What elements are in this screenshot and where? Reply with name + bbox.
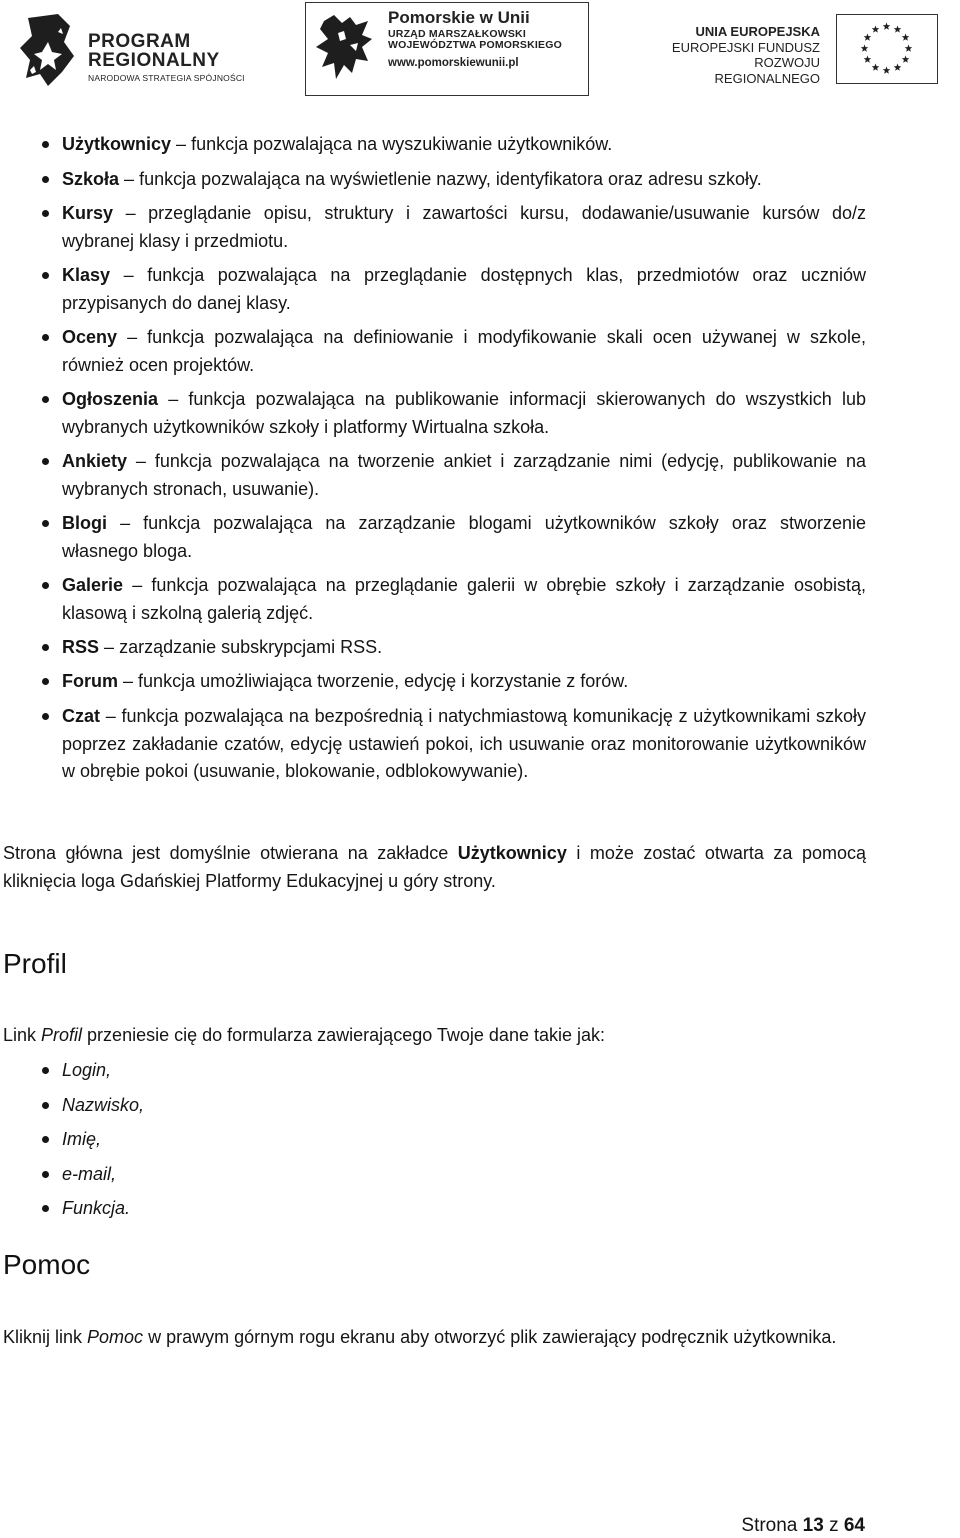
list-item <box>62 634 866 662</box>
eu-star-icon <box>864 34 872 41</box>
function-term: Użytkownicy <box>62 134 172 154</box>
profil-field-item <box>62 1126 866 1154</box>
term-dash: – <box>176 134 187 154</box>
function-description: zarządzanie subskrypcjami RSS. <box>119 637 383 657</box>
eu-star-icon <box>883 23 891 30</box>
page-number <box>741 1515 865 1537</box>
bullet-icon <box>42 644 49 651</box>
eu-star-icon <box>902 34 910 41</box>
bullet-icon <box>42 678 49 685</box>
profil-field-item <box>62 1092 866 1120</box>
pomorskie-office-line1: URZĄD MARSZAŁKOWSKI <box>388 27 526 40</box>
function-description: funkcja pozwalająca na przeglądanie galerii w obrębie szkoły i zarządzanie osobistą, klasową i szkolną galerią zdjęć. <box>62 575 866 623</box>
paragraph-text: i może zostać otwarta za pomocą kliknięcia loga Gdańskiej Platformy Edukacyjnej u góry strony. <box>3 843 866 891</box>
function-term: Klasy <box>62 265 111 285</box>
function-description: funkcja pozwalająca na wyszukiwanie użytkowników. <box>191 134 613 154</box>
eu-star-icon <box>883 67 891 74</box>
profil-field-label: e-mail, <box>62 1164 117 1184</box>
program-title-line2: REGIONALNY <box>88 50 220 71</box>
list-item <box>62 166 866 194</box>
program-subtitle: NARODOWA STRATEGIA SPÓJNOŚCI <box>88 73 245 83</box>
pomorskie-w-unii-logo <box>305 2 589 96</box>
eu-star-icon <box>861 45 869 52</box>
term-dash: – <box>104 637 115 657</box>
profil-intro <box>3 1021 866 1049</box>
bullet-icon <box>42 1067 49 1074</box>
list-item <box>62 703 866 786</box>
bullet-icon <box>42 1171 49 1178</box>
eu-star-icon <box>864 56 872 63</box>
profil-field-label: Funkcja. <box>62 1198 131 1218</box>
paragraph-text: Link <box>3 1025 42 1045</box>
term-dash: – <box>123 671 134 691</box>
term-dash: – <box>125 203 136 223</box>
profil-field-label: Imię, <box>62 1129 102 1149</box>
function-description: funkcja pozwalająca na definiowanie i modyfikowanie skali ocen używanej w szkole, również ocen projektów. <box>62 327 866 375</box>
paragraph-text: w prawym górnym rogu ekranu aby otworzyć plik zawierający podręcznik użytkownika. <box>143 1327 837 1347</box>
bullet-icon <box>42 334 49 341</box>
function-term: Czat <box>62 706 101 726</box>
program-regionalny-logo <box>18 12 258 90</box>
list-item <box>62 572 866 627</box>
profil-field-item <box>62 1195 866 1223</box>
griffin-coat-of-arms-icon <box>312 11 382 85</box>
eu-star-icon <box>905 45 913 52</box>
bullet-icon <box>42 582 49 589</box>
bullet-icon <box>42 210 49 217</box>
pomoc-heading: Pomoc <box>3 1249 91 1280</box>
function-description: funkcja pozwalająca na bezpośrednią i natychmiastową komunikację z użytkownikami szkoły poprzez zakładanie czatów, edycję ustawień pokoi, ich usuwanie oraz monitorowanie użytkowników w obrębie pokoi (usuwanie, blokowanie, odblokowywanie). <box>62 706 866 781</box>
list-item <box>62 131 866 159</box>
page-number-prefix: Strona <box>741 1515 803 1536</box>
paragraph-text: Kliknij link <box>3 1327 88 1347</box>
eu-star-icon <box>902 56 910 63</box>
pomoc-link-name: Pomoc <box>87 1327 144 1347</box>
eu-star-icon <box>872 64 880 71</box>
function-description: funkcja pozwalająca na przeglądanie dostępnych klas, przedmiotów oraz uczniów przypisanych do danej klasy. <box>62 265 866 313</box>
term-dash: – <box>168 389 179 409</box>
bullet-icon <box>42 272 49 279</box>
function-term: RSS <box>62 637 100 657</box>
bullet-icon <box>42 1102 49 1109</box>
bullet-icon <box>42 396 49 403</box>
eu-line1: UNIA EUROPEJSKA <box>695 24 820 39</box>
function-description: funkcja umożliwiająca tworzenie, edycję i korzystanie z forów. <box>138 671 629 691</box>
pomorskie-office-line2: WOJEWÓDZTWA POMORSKIEGO <box>388 38 562 51</box>
current-page: 13 <box>802 1515 824 1536</box>
eu-star-icon <box>894 25 902 32</box>
term-dash: – <box>132 575 143 595</box>
bullet-icon <box>42 520 49 527</box>
function-term: Blogi <box>62 513 107 533</box>
main-page-paragraph <box>3 839 866 895</box>
list-item <box>62 386 866 441</box>
list-item <box>62 200 866 255</box>
term-dash: – <box>135 451 146 471</box>
function-description: przeglądanie opisu, struktury i zawartości kursu, dodawanie/usuwanie kursów do/z wybranej klasy i przedmiotu. <box>62 203 866 251</box>
term-dash: – <box>120 513 131 533</box>
profil-link-name: Profil <box>41 1025 83 1045</box>
list-item <box>62 668 866 696</box>
list-item <box>62 448 866 503</box>
function-term: Ankiety <box>62 451 128 471</box>
bullet-icon <box>42 176 49 183</box>
bullet-icon <box>42 141 49 148</box>
term-dash: – <box>124 169 135 189</box>
bullet-icon <box>42 1136 49 1143</box>
eu-star-icon <box>872 25 880 32</box>
function-term: Szkoła <box>62 169 120 189</box>
function-description: funkcja pozwalająca na tworzenie ankiet i zarządzanie nimi (edycję, publikowanie na wybranych stronach, usuwanie). <box>62 451 866 499</box>
eu-fund-logo <box>650 14 938 86</box>
profil-field-item <box>62 1057 866 1085</box>
profil-field-item <box>62 1161 866 1189</box>
function-term: Galerie <box>62 575 124 595</box>
function-term: Oceny <box>62 327 118 347</box>
pomorskie-url: www.pomorskiewunii.pl <box>388 56 519 69</box>
paragraph-bold-term: Użytkownicy <box>457 843 567 863</box>
term-dash: – <box>105 706 116 726</box>
pomorskie-title: Pomorskie w Unii <box>388 8 530 27</box>
function-term: Forum <box>62 671 118 691</box>
total-pages: 64 <box>843 1515 865 1536</box>
function-description: funkcja pozwalająca na wyświetlenie nazwy, identyfikatora oraz adresu szkoły. <box>139 169 762 189</box>
eu-flag-icon <box>836 14 938 84</box>
profil-field-label: Nazwisko, <box>62 1095 145 1115</box>
paragraph-text: przeniesie cię do formularza zawierającego Twoje dane takie jak: <box>82 1025 605 1045</box>
pomoc-paragraph <box>3 1323 866 1351</box>
paragraph-text: Strona główna jest domyślnie otwierana na zakładce <box>3 843 458 863</box>
profil-field-label: Login, <box>62 1060 112 1080</box>
page-number-separator: z <box>823 1515 844 1536</box>
program-title-line1: PROGRAM <box>88 31 191 52</box>
term-dash: – <box>127 327 138 347</box>
list-item <box>62 324 866 379</box>
page-header <box>0 0 960 105</box>
profil-heading: Profil <box>3 948 67 979</box>
term-dash: – <box>123 265 134 285</box>
eu-line2: EUROPEJSKI FUNDUSZ <box>671 39 820 55</box>
function-term: Ogłoszenia <box>62 389 159 409</box>
bullet-icon <box>42 1205 49 1212</box>
list-item <box>62 262 866 317</box>
list-item <box>62 510 866 565</box>
program-regionalny-emblem-icon <box>18 12 84 88</box>
function-description: funkcja pozwalająca na zarządzanie blogami użytkowników szkoły oraz stworzenie własnego bloga. <box>62 513 866 561</box>
bullet-icon <box>42 458 49 465</box>
eu-line3: ROZWOJU REGIONALNEGO <box>714 55 820 86</box>
bullet-icon <box>42 713 49 720</box>
eu-star-icon <box>894 64 902 71</box>
function-description: funkcja pozwalająca na publikowanie informacji skierowanych do wszystkich lub wybranych użytkowników szkoły i platformy Wirtualna szkoła. <box>62 389 866 437</box>
function-term: Kursy <box>62 203 114 223</box>
